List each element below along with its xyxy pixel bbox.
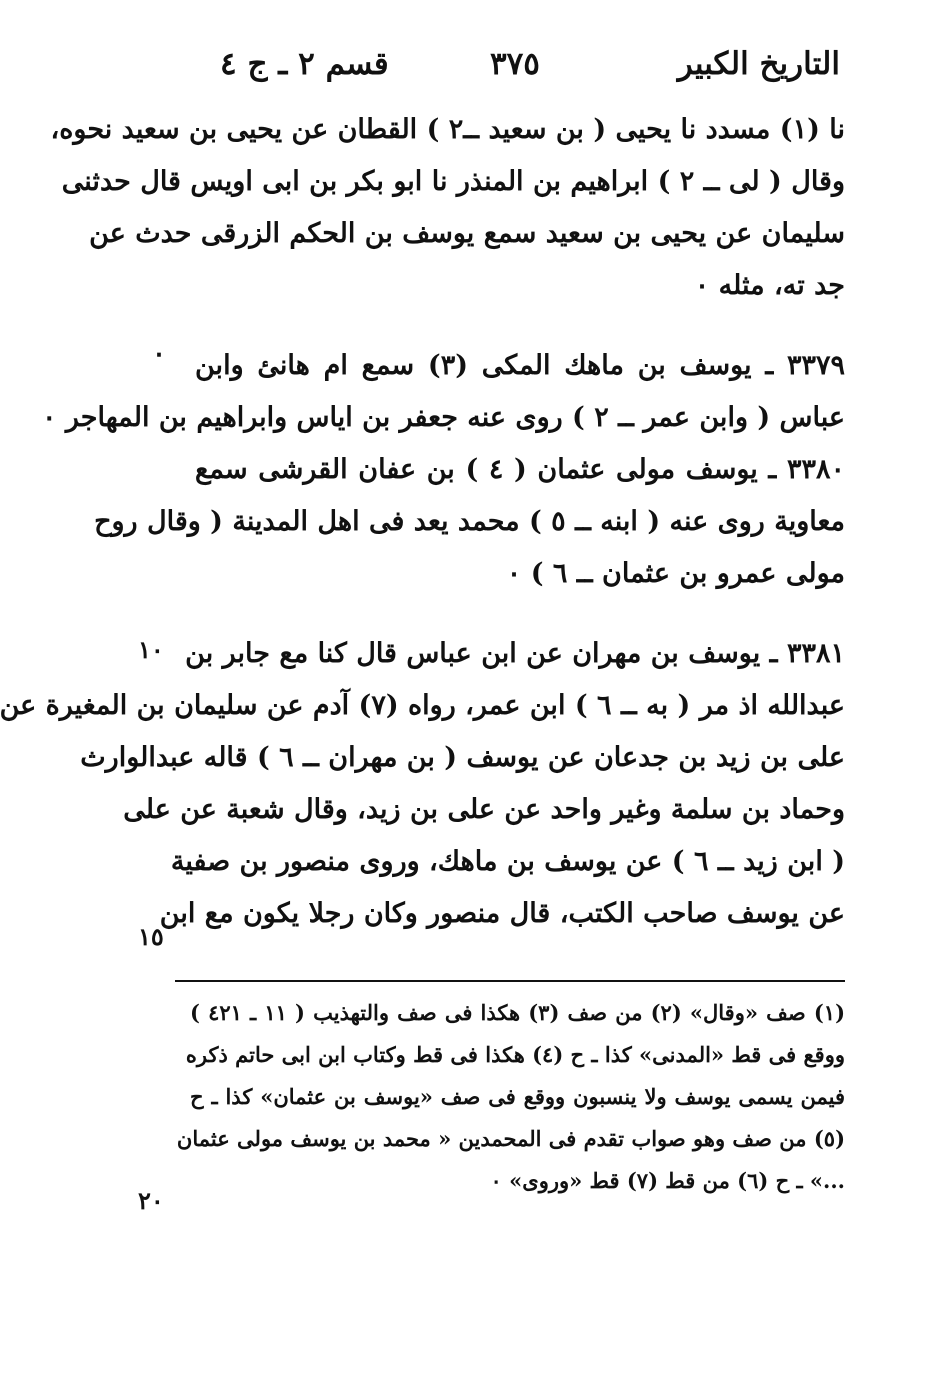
text-line: مولى عمرو بن عثمان ــ ٦ ) ٠	[506, 558, 845, 589]
book-title: التاريخ الكبير	[677, 46, 840, 82]
paragraph	[41, 340, 846, 600]
text-line: معاوية روى عنه ( ابنه ــ ٥ ) محمد يعد فى اهل المدينة ( وقال روح	[94, 506, 845, 537]
footnote-line: ...» ـ ح (٦) من قط (٧) قط «وروى» ٠	[490, 1168, 845, 1193]
line-number-10: ١٠	[138, 635, 164, 664]
footnote-line: فيمن يسمى يوسف ولا ينسبون ووقع فى صف «يوسف بن عثمان» كذا ـ ح	[190, 1084, 845, 1109]
text-line: جد ته، مثله ٠	[694, 270, 845, 301]
footnote-line: (٥) من صف وهو صواب تقدم فى المحمدين « محمد بن يوسف مولى عثمان	[176, 1126, 845, 1151]
paragraph	[50, 104, 845, 312]
footnote-line: ووقع فى قط «المدنى» كذا ـ ح (٤) هكذا فى قط وكتاب ابن ابى حاتم ذكره	[185, 1042, 845, 1067]
line-number-15: ١٥	[138, 922, 164, 951]
text-line: وحماد بن سلمة وغير واحد عن على بن زيد، وقال شعبة عن على	[123, 794, 845, 825]
margin-dot: ٠	[152, 339, 166, 369]
text-line: وقال ( لى ــ ٢ ) ابراهيم بن المنذر نا ابو بكر بن ابى اويس قال حدثنى	[61, 166, 845, 197]
text-line: ( ابن زيد ــ ٦ ) عن يوسف بن ماهك، وروى منصور بن صفية	[170, 846, 845, 877]
text-line: نا (١) مسدد نا يحيى ( بن سعيد ــ٢ ) القطان عن يحيى بن سعيد نحوه،	[50, 114, 845, 145]
text-line: عبدالله اذ مر ( به ــ ٦ ) ابن عمر، رواه (٧) آدم عن سليمان بن المغيرة عن	[0, 690, 845, 721]
text-line: عن يوسف صاحب الكتب، قال منصور وكان رجلا يكون مع ابن	[159, 898, 845, 929]
footnote-divider	[175, 980, 845, 982]
line-number-20: ٢٠	[138, 1186, 164, 1215]
entry-heading-3379: ٣٣٧٩ ـ يوسف بن ماهك المكى (٣) سمع ام هانئ وابن	[195, 350, 846, 381]
page-header	[200, 46, 840, 96]
text-line: على بن زيد بن جدعان عن يوسف ( بن مهران ــ ٦ ) قاله عبدالوارث	[80, 742, 845, 773]
text-line: سليمان عن يحيى بن سعيد سمع يوسف بن الحكم الزرقى حدث عن	[89, 218, 845, 249]
entry-heading-3381: ٣٣٨١ ـ يوسف بن مهران عن ابن عباس قال كنا مع جابر بن	[185, 638, 845, 669]
text-line: عباس ( وابن عمر ــ ٢ ) روى عنه جعفر بن اياس وابراهيم بن المهاجر ٠	[41, 402, 845, 433]
page-number: ٣٧٥	[490, 46, 540, 82]
paragraph-gap	[195, 312, 845, 340]
paragraph-gap	[195, 600, 845, 628]
entry-heading-3380: ٣٣٨٠ ـ يوسف مولى عثمان ( ٤ ) بن عفان القرشى سمع	[195, 454, 845, 485]
footnote-line: (١) صف «وقال» (٢) من صف (٣) هكذا فى صف والتهذيب ( ١١ ـ ٤٢١ )	[190, 1000, 845, 1025]
footnotes	[176, 992, 845, 1202]
section-label: قسم ٢ ـ ج ٤	[220, 46, 389, 82]
